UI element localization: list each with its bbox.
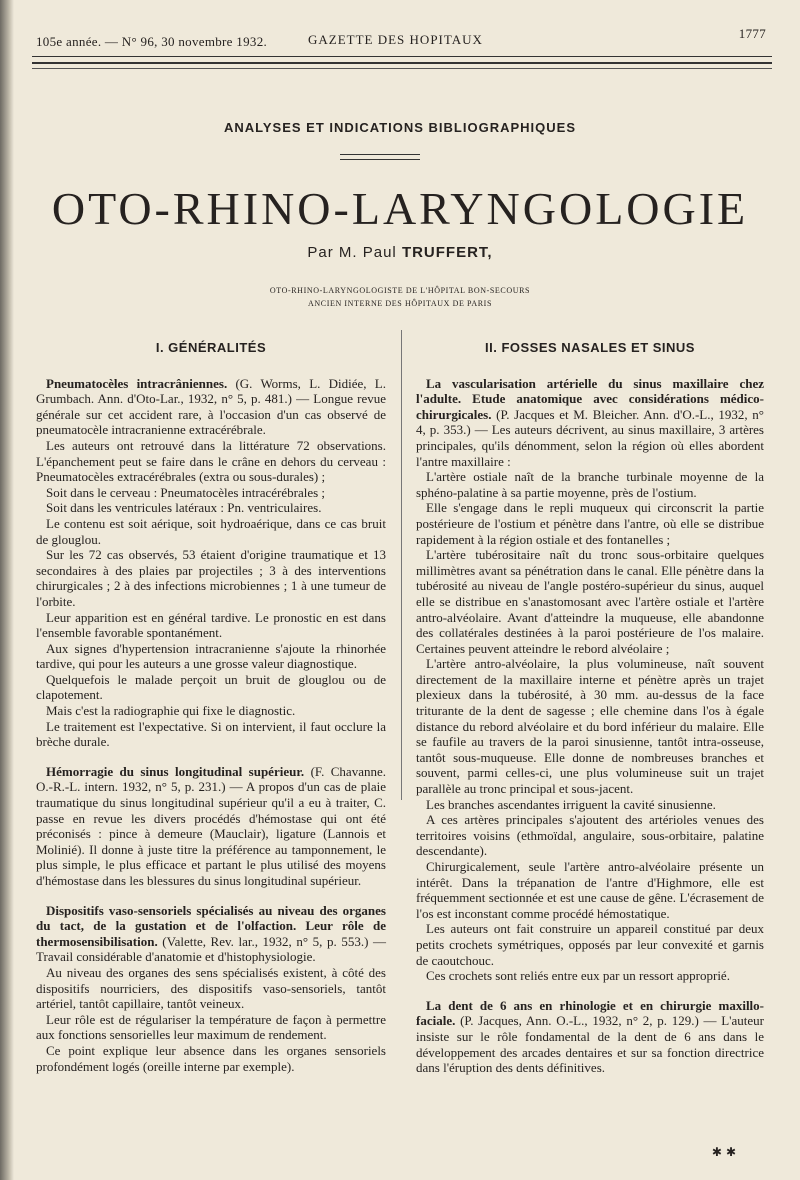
paragraph: Les auteurs ont retrouvé dans la littérature 72 observations. L'épanchement peut se faire dans le crâne en dehors du cerveau : Pneumatocèles extracérébrales (extra ou sous-durales) ;	[36, 437, 386, 485]
article-intro	[416, 998, 764, 1076]
journal-name: GAZETTE DES HOPITAUX	[308, 32, 483, 47]
header-rule	[32, 68, 772, 69]
right-column	[416, 330, 764, 1076]
paragraph: L'artère tubérositaire naît du tronc sous-orbitaire quelques millimètres avant sa pénétration dans le canal. Elle pénètre dans la tubérosité au niveau de l'angle postéro-supérieur du sinus, auquel elle se distribue en s'anastomosant avec l'artère ostiale et l'artère antro-alvéolaire. Avant d'atteindre la muqueuse, elle abandonne des collatérales destinées à la paroi postérieure de l'os malaire. Certaines peuvent atteindre le rebord alvéolaire ;	[416, 547, 764, 656]
article-title: La dent de 6 ans en rhinologie et en chirurgie maxillo-faciale.	[416, 997, 764, 1029]
paragraph: Ces crochets sont reliés entre eux par un ressort approprié.	[426, 968, 730, 984]
article-title: Pneumatocèles intracrâniennes.	[46, 375, 228, 391]
paragraph: Aux signes d'hypertension intracranienne s'ajoute la rhinorhée tardive, qui pour les auteurs a une grosse valeur diagnostique.	[36, 640, 386, 672]
article-reference: (P. Jacques et M. Bleicher. Ann. d'O.-L., 1932, n° 4, p. 353.) — Les auteurs décrivent, au sinus maxillaire, 3 artères principales, qu'ils dénomment, selon la région où elles abordent l'antre maxillaire :	[416, 406, 764, 469]
section-title: ANALYSES ET INDICATIONS BIBLIOGRAPHIQUES	[223, 120, 577, 135]
article-intro	[36, 376, 386, 438]
column-divider	[401, 330, 402, 800]
paragraph: L'artère ostiale naît de la branche turbinale moyenne de la sphéno-palatine à sa partie moyenne, près de l'ostium.	[416, 469, 764, 500]
binding-edge	[0, 0, 14, 1180]
section-heading: I. GÉNÉRALITÉS	[155, 340, 267, 355]
paragraph: Les auteurs ont fait construire un appareil constitué par deux petits crochets symétriques, opposés par leur convexité et garnis de caoutchouc.	[416, 921, 764, 968]
affiliation-line: ANCIEN INTERNE DES HÔPITAUX DE PARIS	[308, 299, 492, 308]
header-rule	[32, 62, 772, 64]
section-heading: II. FOSSES NASALES ET SINUS	[485, 340, 695, 355]
article-reference: (P. Jacques, Ann. O.-L., 1932, n° 2, p. 129.) — L'auteur insiste sur le rôle fondamental de la dent de 6 ans dans le développement des arcades dentaires et sur sa fonction directrice dans l'éruption des dents définitives.	[416, 1013, 764, 1076]
left-column	[36, 330, 386, 1074]
paragraph: Leur apparition est en général tardive. Le pronostic en est dans l'ensemble favorable spontanément.	[36, 609, 386, 641]
header-rule	[32, 56, 772, 57]
paragraph: Au niveau des organes des sens spécialisés existent, à côté des dispositifs nourriciers, des dispositifs vaso-sensoriels, tantôt artériel, tantôt capillaire, tantôt veineux.	[36, 964, 386, 1012]
issue-info: 105e année. — N° 96, 30 novembre 1932.	[36, 34, 268, 49]
ornament-rule	[340, 154, 420, 160]
paragraph: Les branches ascendantes irriguent la cavité sinusienne.	[426, 796, 716, 812]
article-title: Hémorragie du sinus longitudinal supérieur.	[46, 763, 305, 779]
paragraph: Elle s'engage dans le repli muqueux qui circonscrit la partie postérieure de l'ostium et pénètre dans l'antre, où elle se distribue rapidement à la région ostiale et des fontanelles ;	[416, 500, 764, 547]
article-reference: (Valette, Rev. lar., 1932, n° 5, p. 553.) — Travail considérable d'anatomie et d'histophysiologie.	[36, 933, 386, 965]
author-prefix: Par M. Paul	[307, 244, 397, 261]
paragraph: Leur rôle est de régulariser la température de façon à permettre aux fonctions sensorielles leur maximum de rendement.	[36, 1011, 386, 1043]
paragraph: Quelquefois le malade perçoit un bruit de glouglou ou de clapotement.	[36, 671, 386, 703]
end-mark: ✱✱	[711, 1145, 740, 1159]
article-intro	[416, 376, 764, 470]
running-header	[36, 28, 766, 50]
paragraph: Soit dans les ventricules latéraux : Pn. ventriculaires.	[46, 500, 322, 516]
paragraph: Le contenu est soit aérique, soit hydroaérique, dans ce cas bruit de glouglou.	[36, 515, 386, 547]
page-number: 1777	[738, 26, 766, 41]
paragraph: L'artère antro-alvéolaire, la plus volumineuse, naît souvent directement de la maxillaire interne et pénètre après un trajet plexieux dans la tubérosité, à 30 mm. au-dessus de la face triturante de la dent de sagesse ; elle chemine dans l'os à égale distance du rebord alvéolaire et du bord inférieur du malaire. Elle se faufile au travers de la paroi sinusienne, tantôt intra-osseuse, tantôt sous-muqueuse. Elle donne de nombreuses branches et souvent, parmi celles-ci, une plus volumineuse suit un trajet parallèle au tronc principal et sous-jacent.	[416, 656, 764, 797]
affiliation-line: OTO-RHINO-LARYNGOLOGISTE DE L'HÔPITAL BON-SECOURS	[269, 286, 531, 295]
article-intro	[36, 903, 386, 965]
article-reference: (G. Worms, L. Didiée, L. Grumbach. Ann. d'Oto-Lar., 1932, n° 5, p. 481.) — Longue revue générale sur cet accident rare, à l'occasion d'un cas observé de pneumatocèle intracranienne extracérébrale.	[36, 375, 386, 438]
paragraph: Mais c'est la radiographie qui fixe le diagnostic.	[46, 703, 296, 719]
paragraph: Sur les 72 cas observés, 53 étaient d'origine traumatique et 13 secondaires à des plaies par projectiles ; 3 à des interventions chirurgicales ; 2 à des infections microbiennes ; 1 à une tumeur de l'orbite.	[36, 547, 386, 609]
article-title: La vascularisation artérielle du sinus maxillaire chez l'adulte. Etude anatomique avec considérations médico-chirurgicales.	[416, 375, 764, 422]
paragraph: A ces artères principales s'ajoutent des artérioles venues des territoires voisins (ethmoïdal, angulaire, sous-orbitaire, palatine descendante).	[416, 812, 764, 859]
paragraph: Chirurgicalement, seule l'artère antro-alvéolaire présente un intérêt. Dans la trépanation de l'antre d'Highmore, elle est fréquemment sectionnée et est une cause de gêne. L'écrasement de l'os est inconstant comme procédé hémostatique.	[416, 859, 764, 921]
author-line	[0, 244, 800, 261]
paragraph: Le traitement est l'expectative. Si on intervient, il faut occlure la brèche durale.	[36, 718, 386, 750]
page-title: OTO-RHINO-LARYNGOLOGIE	[51, 183, 749, 234]
article-title: Dispositifs vaso-sensoriels spécialisés au niveau des organes du tact, de la gustation et de l'olfaction. Leur rôle de thermosensibilisation.	[36, 902, 386, 949]
article-intro	[36, 764, 386, 889]
article-reference: (F. Chavanne. O.-R.-L. intern. 1932, n° 5, p. 231.) — A propos d'un cas de plaie traumatique du sinus longitudinal supérieur qu'il a eu à traiter, C. passe en revue les divers procédés d'hémostase qui ont été préconisés : pince à demeure (Mauclair), ligature (Lannois et Molinié). Il donne à juste titre la préférence au tamponnement, le plus simple, le plus efficace et partant le plus utilisé des moyens d'hémostase dans les blessures du sinus longitudinal supérieur.	[36, 763, 386, 888]
paragraph: Ce point explique leur absence dans les organes sensoriels profondément logés (oreille interne par exemple).	[36, 1042, 386, 1074]
paragraph: Soit dans le cerveau : Pneumatocèles intracérébrales ;	[46, 484, 326, 500]
author-name: TRUFFERT,	[401, 244, 493, 261]
